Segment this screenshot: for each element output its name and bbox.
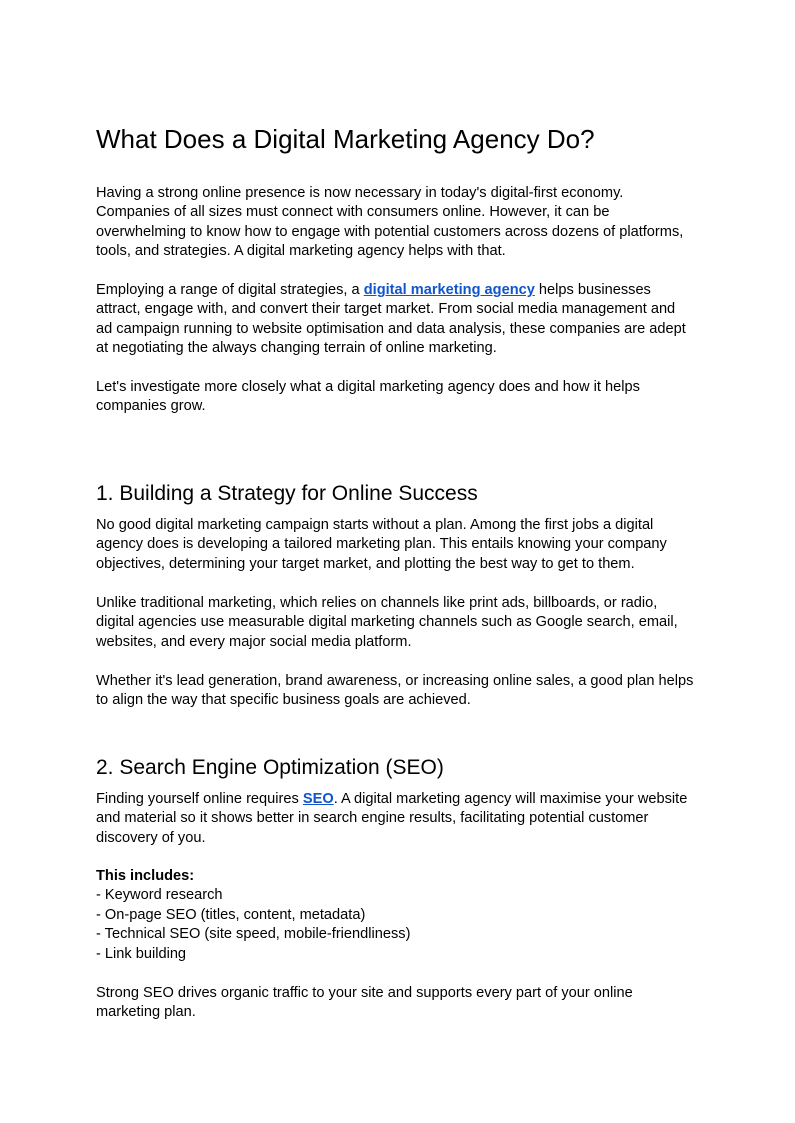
text-line: at negotiating the always changing terrain of online marketing. bbox=[96, 340, 497, 357]
section-1-paragraph-3 bbox=[96, 672, 706, 711]
text-line: tools, and strategies. A digital marketing agency helps with that. bbox=[96, 243, 506, 260]
text-line: marketing plan. bbox=[96, 1004, 196, 1021]
digital-marketing-agency-link[interactable]: digital marketing agency bbox=[363, 282, 535, 298]
list-item: - Link building bbox=[96, 945, 187, 962]
section-1-paragraph-2 bbox=[96, 594, 706, 652]
text-line: Unlike traditional marketing, which relies on channels like print ads, billboards, or radio, bbox=[96, 595, 658, 611]
section-2-closing-paragraph bbox=[96, 984, 706, 1023]
section-1-paragraph-1 bbox=[96, 516, 706, 574]
text-line: websites, and every major social media platform. bbox=[96, 633, 412, 650]
intro-paragraph-2 bbox=[96, 281, 706, 359]
intro-paragraph-1 bbox=[96, 184, 706, 262]
intro-paragraph-3 bbox=[96, 378, 706, 417]
text-line: Let's investigate more closely what a digital marketing agency does and how it helps bbox=[96, 379, 640, 395]
text-line: Strong SEO drives organic traffic to your site and supports every part of your online bbox=[96, 985, 633, 1001]
includes-label: This includes: bbox=[96, 868, 195, 884]
text-line: Whether it's lead generation, brand awareness, or increasing online sales, a good plan helps bbox=[96, 673, 694, 689]
includes-list bbox=[96, 867, 706, 964]
text-line: objectives, determining your target market, and plotting the best way to get to them. bbox=[96, 555, 635, 572]
text-line: attract, engage with, and convert their target market. From social media management and bbox=[96, 301, 676, 318]
section-2-heading: 2. Search Engine Optimization (SEO) bbox=[96, 756, 444, 779]
text-line: Companies of all sizes must connect with consumers online. However, it can be bbox=[96, 204, 610, 221]
text-line: No good digital marketing campaign starts without a plan. Among the first jobs a digital bbox=[96, 517, 654, 533]
text-segment: . A digital marketing agency will maximise your website bbox=[333, 791, 688, 807]
section-1-heading: 1. Building a Strategy for Online Success bbox=[96, 482, 478, 505]
text-line: companies grow. bbox=[96, 398, 206, 415]
text-line: discovery of you. bbox=[96, 829, 206, 846]
list-item: - On-page SEO (titles, content, metadata) bbox=[96, 906, 366, 923]
text-segment: Employing a range of digital strategies, a bbox=[96, 282, 364, 298]
seo-link[interactable]: SEO bbox=[302, 791, 334, 807]
text-line: ad campaign running to website optimisation and data analysis, these companies are adept bbox=[96, 320, 686, 337]
text-line: Having a strong online presence is now necessary in today's digital-first economy. bbox=[96, 185, 624, 201]
page-title: What Does a Digital Marketing Agency Do? bbox=[96, 124, 595, 154]
text-line: agency does is developing a tailored marketing plan. This entails knowing your company bbox=[96, 536, 667, 553]
text-line: to align the way that specific business goals are achieved. bbox=[96, 692, 471, 709]
text-line: overwhelming to know how to engage with potential customers across dozens of platforms, bbox=[96, 223, 684, 240]
list-item: - Technical SEO (site speed, mobile-friendliness) bbox=[96, 926, 411, 943]
section-2-paragraph-1 bbox=[96, 790, 706, 848]
text-line: digital agencies use measurable digital marketing channels such as Google search, email, bbox=[96, 614, 678, 631]
text-line: and material so it shows better in search engine results, facilitating potential customer bbox=[96, 810, 649, 827]
text-line bbox=[96, 281, 706, 300]
text-segment: Finding yourself online requires bbox=[96, 791, 303, 807]
text-segment: helps businesses bbox=[534, 282, 651, 298]
text-line bbox=[96, 790, 706, 809]
list-item: - Keyword research bbox=[96, 887, 223, 904]
